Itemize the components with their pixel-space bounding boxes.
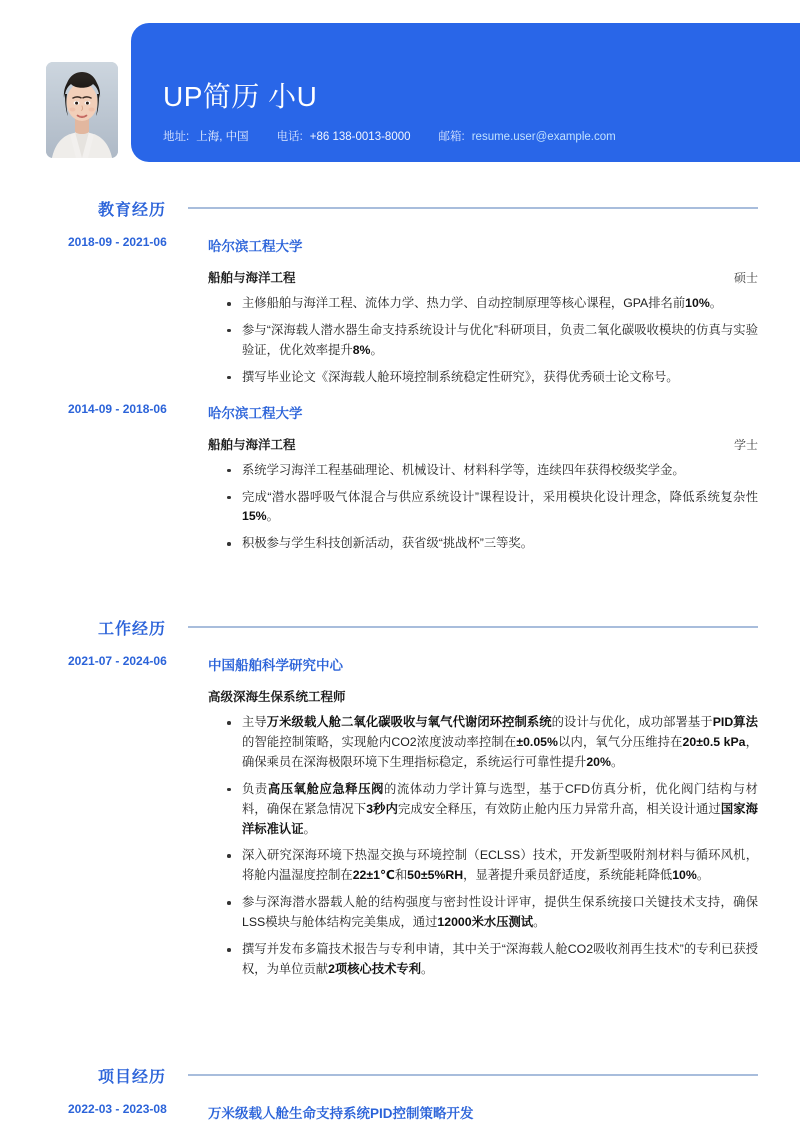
section-divider [188, 626, 758, 628]
section-header [98, 195, 800, 221]
entry-subtitle-row [208, 435, 758, 453]
section-title: 教育经历 [98, 201, 167, 219]
entry-subtitle-row [208, 687, 758, 705]
entry-organization: 哈尔滨工程大学 [208, 239, 303, 254]
entry-heading-row [0, 235, 800, 255]
entry-role: 船舶与海洋工程 [208, 437, 296, 452]
bullet-item: 主导万米级载人舱二氧化碳吸收与氧气代谢闭环控制系统的设计与优化，成功部署基于PID算法的智能控制策略，实现舱内CO2浓度波动率控制在±0.05%以内，氧气分压维持在20±0.5 kPa，确保乘员在深海极限环境下生理指标稳定，系统运行可靠性提升20%。 [226, 713, 758, 773]
bullet-item: 撰写并发布多篇技术报告与专利申请，其中关于“深海载人舱CO2吸收剂再生技术”的专利已获授权，为单位贡献2项核心技术专利。 [226, 940, 758, 980]
bullet-item: 完成“潜水器呼吸气体混合与供应系统设计”课程设计，采用模块化设计理念，降低系统复杂性15%。 [226, 488, 758, 528]
bullet-item: 主修船舶与海洋工程、流体力学、热力学、自动控制原理等核心课程，GPA排名前10%。 [226, 294, 758, 314]
entry-heading-row [0, 654, 800, 674]
entry-heading-row [0, 1102, 800, 1122]
bullet-item: 深入研究深海环境下热湿交换与环境控制（ECLSS）技术，开发新型吸附剂材料与循环风机，将舱内温湿度控制在22±1℃和50±5%RH，显著提升乘员舒适度，系统能耗降低10%。 [226, 846, 758, 886]
section-divider [188, 1074, 758, 1076]
entry-date: 2022-03 - 2023-08 [68, 1102, 167, 1116]
resume-entry [0, 1102, 800, 1122]
resume-entry [0, 402, 800, 555]
entry-bullet-list [226, 461, 758, 555]
section-header [98, 1062, 800, 1088]
contact-email-value[interactable]: resume.user@example.com [471, 131, 616, 143]
section-2 [0, 1062, 800, 1122]
contact-email [439, 128, 616, 144]
entry-degree: 学士 [733, 437, 758, 452]
bullet-item: 积极参与学生科技创新活动，获省级“挑战杯”三等奖。 [226, 534, 758, 554]
entry-organization: 哈尔滨工程大学 [208, 405, 303, 421]
section-title: 工作经历 [98, 620, 167, 638]
entry-degree: 硕士 [733, 271, 758, 285]
resume-entry [0, 654, 800, 980]
bullet-item: 负责高压氧舱应急释压阀的流体动力学计算与选型，基于CFD仿真分析，优化阀门结构与材料，确保在紧急情况下3秒内完成安全释压，有效防止舱内压力异常升高，相关设计通过国家海洋标准认证。 [226, 780, 758, 840]
entry-role: 高级深海生保系统工程师 [208, 690, 346, 704]
bullet-item: 撰写毕业论文《深海载人舱环境控制系统稳定性研究》，获得优秀硕士论文称号。 [226, 368, 758, 388]
resume-entry [0, 235, 800, 388]
entry-date: 2021-07 - 2024-06 [68, 654, 167, 668]
contact-address-value: 上海, 中国 [196, 131, 249, 143]
contact-phone-label: 电话: [276, 131, 303, 143]
contact-email-label: 邮箱: [438, 131, 465, 143]
entry-organization: 万米级载人舱生命支持系统PID控制策略开发 [208, 1106, 474, 1121]
section-0 [0, 195, 800, 554]
bullet-item: 系统学习海洋工程基础理论、机械设计、材料科学等，连续四年获得校级奖学金。 [226, 461, 758, 481]
contact-address-label: 地址: [163, 131, 190, 143]
contact-address [163, 128, 249, 144]
avatar [46, 62, 118, 158]
entry-role: 船舶与海洋工程 [208, 271, 296, 285]
entry-heading-row [0, 402, 800, 422]
entry-bullet-list [226, 713, 758, 980]
section-title: 项目经历 [98, 1068, 167, 1086]
entry-subtitle-row [208, 268, 758, 286]
section-1 [0, 614, 800, 980]
contact-phone [277, 128, 411, 144]
section-divider [188, 207, 758, 209]
section-header [98, 614, 800, 640]
bullet-item: 参与深海潜水器载人舱的结构强度与密封性设计评审，提供生保系统接口关键技术支持，确保LSS模块与舱体结构完美集成，通过12000米水压测试。 [226, 893, 758, 933]
entry-organization: 中国船舶科学研究中心 [208, 658, 343, 673]
entry-date: 2018-09 - 2021-06 [68, 235, 167, 249]
contact-phone-value: +86 138-0013-8000 [309, 131, 411, 143]
entry-date: 2014-09 - 2018-06 [68, 401, 167, 416]
entry-bullet-list [226, 294, 758, 388]
bullet-item: 参与“深海载人潜水器生命支持系统设计与优化”科研项目，负责二氧化碳吸收模块的仿真与实验验证，优化效率提升8%。 [226, 321, 758, 361]
page-title: UP简历 小U [163, 81, 318, 112]
contact-bar [163, 128, 616, 144]
